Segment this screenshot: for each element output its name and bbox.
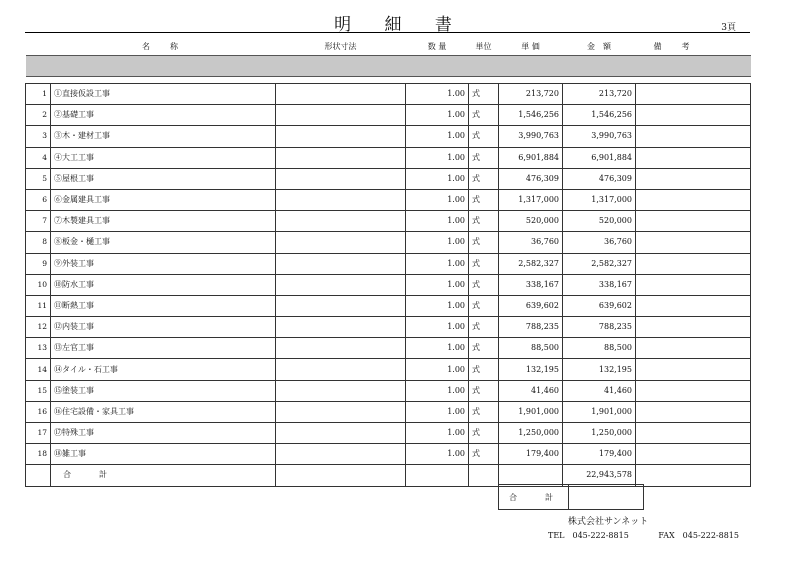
item-remarks bbox=[636, 126, 751, 147]
item-unit-price: 1,317,000 bbox=[499, 189, 563, 210]
col-no bbox=[26, 38, 51, 56]
item-name: ⑧板金・樋工事 bbox=[51, 232, 276, 253]
item-unit: 式 bbox=[469, 274, 499, 295]
row-number: 8 bbox=[26, 232, 51, 253]
item-remarks bbox=[636, 338, 751, 359]
row-number: 10 bbox=[26, 274, 51, 295]
table-row bbox=[26, 359, 751, 380]
table-row bbox=[26, 317, 751, 338]
item-unit-price: 1,546,256 bbox=[499, 105, 563, 126]
grand-total-value bbox=[569, 485, 644, 510]
item-amount: 788,235 bbox=[563, 317, 636, 338]
item-spec bbox=[276, 295, 406, 316]
item-name: ⑭タイル・石工事 bbox=[51, 359, 276, 380]
item-amount: 36,760 bbox=[563, 232, 636, 253]
table-row bbox=[26, 168, 751, 189]
table-row bbox=[26, 444, 751, 465]
item-name: ①直接仮設工事 bbox=[51, 84, 276, 105]
subtotal-amount: 22,943,578 bbox=[563, 465, 636, 486]
table-row bbox=[26, 274, 751, 295]
grand-total-label: 合 計 bbox=[499, 485, 569, 510]
item-unit-price: 41,460 bbox=[499, 380, 563, 401]
item-remarks bbox=[636, 189, 751, 210]
item-remarks bbox=[636, 401, 751, 422]
item-unit: 式 bbox=[469, 84, 499, 105]
table-row bbox=[26, 401, 751, 422]
item-unit-price: 3,990,763 bbox=[499, 126, 563, 147]
grand-total-box bbox=[498, 484, 644, 510]
item-unit-price: 788,235 bbox=[499, 317, 563, 338]
item-name: ②基礎工事 bbox=[51, 105, 276, 126]
item-amount: 1,901,000 bbox=[563, 401, 636, 422]
table-row bbox=[26, 189, 751, 210]
item-qty: 1.00 bbox=[406, 401, 469, 422]
item-unit: 式 bbox=[469, 423, 499, 444]
item-remarks bbox=[636, 147, 751, 168]
table-row bbox=[26, 126, 751, 147]
item-unit-price: 132,195 bbox=[499, 359, 563, 380]
item-name: ④大工工事 bbox=[51, 147, 276, 168]
row-number: 13 bbox=[26, 338, 51, 359]
item-qty: 1.00 bbox=[406, 232, 469, 253]
table-row bbox=[26, 84, 751, 105]
item-qty: 1.00 bbox=[406, 274, 469, 295]
item-unit: 式 bbox=[469, 189, 499, 210]
item-unit-price: 1,250,000 bbox=[499, 423, 563, 444]
item-spec bbox=[276, 147, 406, 168]
item-qty: 1.00 bbox=[406, 295, 469, 316]
row-number: 7 bbox=[26, 211, 51, 232]
item-name: ⑪断熱工事 bbox=[51, 295, 276, 316]
subtotal-row bbox=[26, 465, 751, 486]
item-name: ⑦木製建具工事 bbox=[51, 211, 276, 232]
item-qty: 1.00 bbox=[406, 380, 469, 401]
item-unit: 式 bbox=[469, 401, 499, 422]
item-spec bbox=[276, 84, 406, 105]
item-amount: 520,000 bbox=[563, 211, 636, 232]
table-row bbox=[26, 105, 751, 126]
item-unit: 式 bbox=[469, 211, 499, 232]
item-qty: 1.00 bbox=[406, 126, 469, 147]
item-spec bbox=[276, 168, 406, 189]
item-name: ③木・建材工事 bbox=[51, 126, 276, 147]
item-unit: 式 bbox=[469, 147, 499, 168]
col-qty: 数 量 bbox=[427, 41, 447, 51]
item-unit: 式 bbox=[469, 126, 499, 147]
item-name: ⑤屋根工事 bbox=[51, 168, 276, 189]
item-unit-price: 6,901,884 bbox=[499, 147, 563, 168]
item-remarks bbox=[636, 295, 751, 316]
item-qty: 1.00 bbox=[406, 338, 469, 359]
item-amount: 6,901,884 bbox=[563, 147, 636, 168]
item-amount: 2,582,327 bbox=[563, 253, 636, 274]
spacer-row bbox=[26, 77, 751, 84]
item-amount: 41,460 bbox=[563, 380, 636, 401]
fax-number: FAX 045-222-8815 bbox=[658, 531, 739, 540]
item-name: ⑨外装工事 bbox=[51, 253, 276, 274]
item-qty: 1.00 bbox=[406, 168, 469, 189]
company-name: 株式会社サンネット bbox=[568, 517, 649, 527]
item-amount: 132,195 bbox=[563, 359, 636, 380]
gray-band-row bbox=[26, 56, 751, 77]
item-remarks bbox=[636, 168, 751, 189]
item-qty: 1.00 bbox=[406, 359, 469, 380]
subtotal-spec bbox=[276, 465, 406, 486]
document-title: 明 細 書 bbox=[334, 15, 466, 35]
item-unit-price: 1,901,000 bbox=[499, 401, 563, 422]
col-name: 名 称 bbox=[142, 41, 184, 51]
item-remarks bbox=[636, 232, 751, 253]
table-row bbox=[26, 253, 751, 274]
subtotal-qty bbox=[406, 465, 469, 486]
item-unit-price: 2,582,327 bbox=[499, 253, 563, 274]
item-qty: 1.00 bbox=[406, 211, 469, 232]
item-unit: 式 bbox=[469, 295, 499, 316]
item-unit: 式 bbox=[469, 253, 499, 274]
item-remarks bbox=[636, 84, 751, 105]
item-unit: 式 bbox=[469, 380, 499, 401]
item-spec bbox=[276, 338, 406, 359]
item-unit: 式 bbox=[469, 338, 499, 359]
title-divider bbox=[25, 32, 750, 33]
item-unit: 式 bbox=[469, 359, 499, 380]
item-spec bbox=[276, 274, 406, 295]
item-remarks bbox=[636, 253, 751, 274]
row-number: 1 bbox=[26, 84, 51, 105]
subtotal-unit-price bbox=[499, 465, 563, 486]
col-unit: 単位 bbox=[475, 41, 492, 51]
item-amount: 179,400 bbox=[563, 444, 636, 465]
detail-table bbox=[25, 38, 751, 487]
item-amount: 1,250,000 bbox=[563, 423, 636, 444]
item-remarks bbox=[636, 444, 751, 465]
item-name: ⑥金属建具工事 bbox=[51, 189, 276, 210]
col-remarks: 備 考 bbox=[653, 41, 696, 51]
item-qty: 1.00 bbox=[406, 84, 469, 105]
item-amount: 476,309 bbox=[563, 168, 636, 189]
item-unit-price: 88,500 bbox=[499, 338, 563, 359]
item-amount: 1,546,256 bbox=[563, 105, 636, 126]
item-unit-price: 476,309 bbox=[499, 168, 563, 189]
item-spec bbox=[276, 380, 406, 401]
item-qty: 1.00 bbox=[406, 444, 469, 465]
item-unit: 式 bbox=[469, 105, 499, 126]
item-qty: 1.00 bbox=[406, 105, 469, 126]
item-remarks bbox=[636, 211, 751, 232]
row-number: 9 bbox=[26, 253, 51, 274]
row-number: 5 bbox=[26, 168, 51, 189]
item-amount: 1,317,000 bbox=[563, 189, 636, 210]
item-spec bbox=[276, 211, 406, 232]
item-name: ⑩防水工事 bbox=[51, 274, 276, 295]
col-amount: 金 額 bbox=[587, 41, 611, 51]
item-spec bbox=[276, 444, 406, 465]
row-number: 12 bbox=[26, 317, 51, 338]
row-number: 6 bbox=[26, 189, 51, 210]
item-unit-price: 338,167 bbox=[499, 274, 563, 295]
item-remarks bbox=[636, 317, 751, 338]
item-spec bbox=[276, 232, 406, 253]
item-qty: 1.00 bbox=[406, 147, 469, 168]
item-unit: 式 bbox=[469, 317, 499, 338]
page-number: 3頁 bbox=[721, 23, 736, 33]
item-unit-price: 520,000 bbox=[499, 211, 563, 232]
item-name: ⑯住宅設備・家具工事 bbox=[51, 401, 276, 422]
col-unit-price: 単 価 bbox=[521, 41, 540, 51]
item-name: ⑬左官工事 bbox=[51, 338, 276, 359]
item-qty: 1.00 bbox=[406, 253, 469, 274]
row-number: 14 bbox=[26, 359, 51, 380]
row-number: 16 bbox=[26, 401, 51, 422]
item-unit: 式 bbox=[469, 444, 499, 465]
table-row bbox=[26, 380, 751, 401]
table-row bbox=[26, 295, 751, 316]
item-spec bbox=[276, 359, 406, 380]
column-header-row bbox=[26, 38, 751, 56]
item-spec bbox=[276, 105, 406, 126]
item-spec bbox=[276, 253, 406, 274]
item-remarks bbox=[636, 274, 751, 295]
item-remarks bbox=[636, 423, 751, 444]
item-unit: 式 bbox=[469, 232, 499, 253]
subtotal-unit bbox=[469, 465, 499, 486]
item-spec bbox=[276, 189, 406, 210]
row-number: 17 bbox=[26, 423, 51, 444]
item-amount: 639,602 bbox=[563, 295, 636, 316]
item-qty: 1.00 bbox=[406, 317, 469, 338]
item-spec bbox=[276, 126, 406, 147]
item-amount: 88,500 bbox=[563, 338, 636, 359]
item-spec bbox=[276, 317, 406, 338]
item-amount: 338,167 bbox=[563, 274, 636, 295]
item-name: ⑫内装工事 bbox=[51, 317, 276, 338]
item-remarks bbox=[636, 105, 751, 126]
item-spec bbox=[276, 423, 406, 444]
item-name: ⑮塗装工事 bbox=[51, 380, 276, 401]
item-unit-price: 639,602 bbox=[499, 295, 563, 316]
row-number: 11 bbox=[26, 295, 51, 316]
table-row bbox=[26, 147, 751, 168]
table-row bbox=[26, 232, 751, 253]
item-amount: 213,720 bbox=[563, 84, 636, 105]
subtotal-remarks bbox=[636, 465, 751, 486]
row-number: 3 bbox=[26, 126, 51, 147]
item-name: ⑱雑工事 bbox=[51, 444, 276, 465]
item-spec bbox=[276, 401, 406, 422]
row-number: 15 bbox=[26, 380, 51, 401]
col-spec: 形状寸法 bbox=[324, 41, 357, 51]
subtotal-label: 合 計 bbox=[51, 465, 276, 486]
item-amount: 3,990,763 bbox=[563, 126, 636, 147]
subtotal-label-spacer bbox=[26, 465, 51, 486]
item-remarks bbox=[636, 359, 751, 380]
item-qty: 1.00 bbox=[406, 423, 469, 444]
item-unit-price: 36,760 bbox=[499, 232, 563, 253]
item-name: ⑰特殊工事 bbox=[51, 423, 276, 444]
table-row bbox=[26, 211, 751, 232]
row-number: 2 bbox=[26, 105, 51, 126]
item-unit-price: 213,720 bbox=[499, 84, 563, 105]
item-qty: 1.00 bbox=[406, 189, 469, 210]
table-row bbox=[26, 338, 751, 359]
contact-line bbox=[548, 530, 739, 541]
item-unit-price: 179,400 bbox=[499, 444, 563, 465]
item-unit: 式 bbox=[469, 168, 499, 189]
row-number: 4 bbox=[26, 147, 51, 168]
item-remarks bbox=[636, 380, 751, 401]
tel-number: TEL 045-222-8815 bbox=[548, 531, 629, 540]
row-number: 18 bbox=[26, 444, 51, 465]
table-row bbox=[26, 423, 751, 444]
